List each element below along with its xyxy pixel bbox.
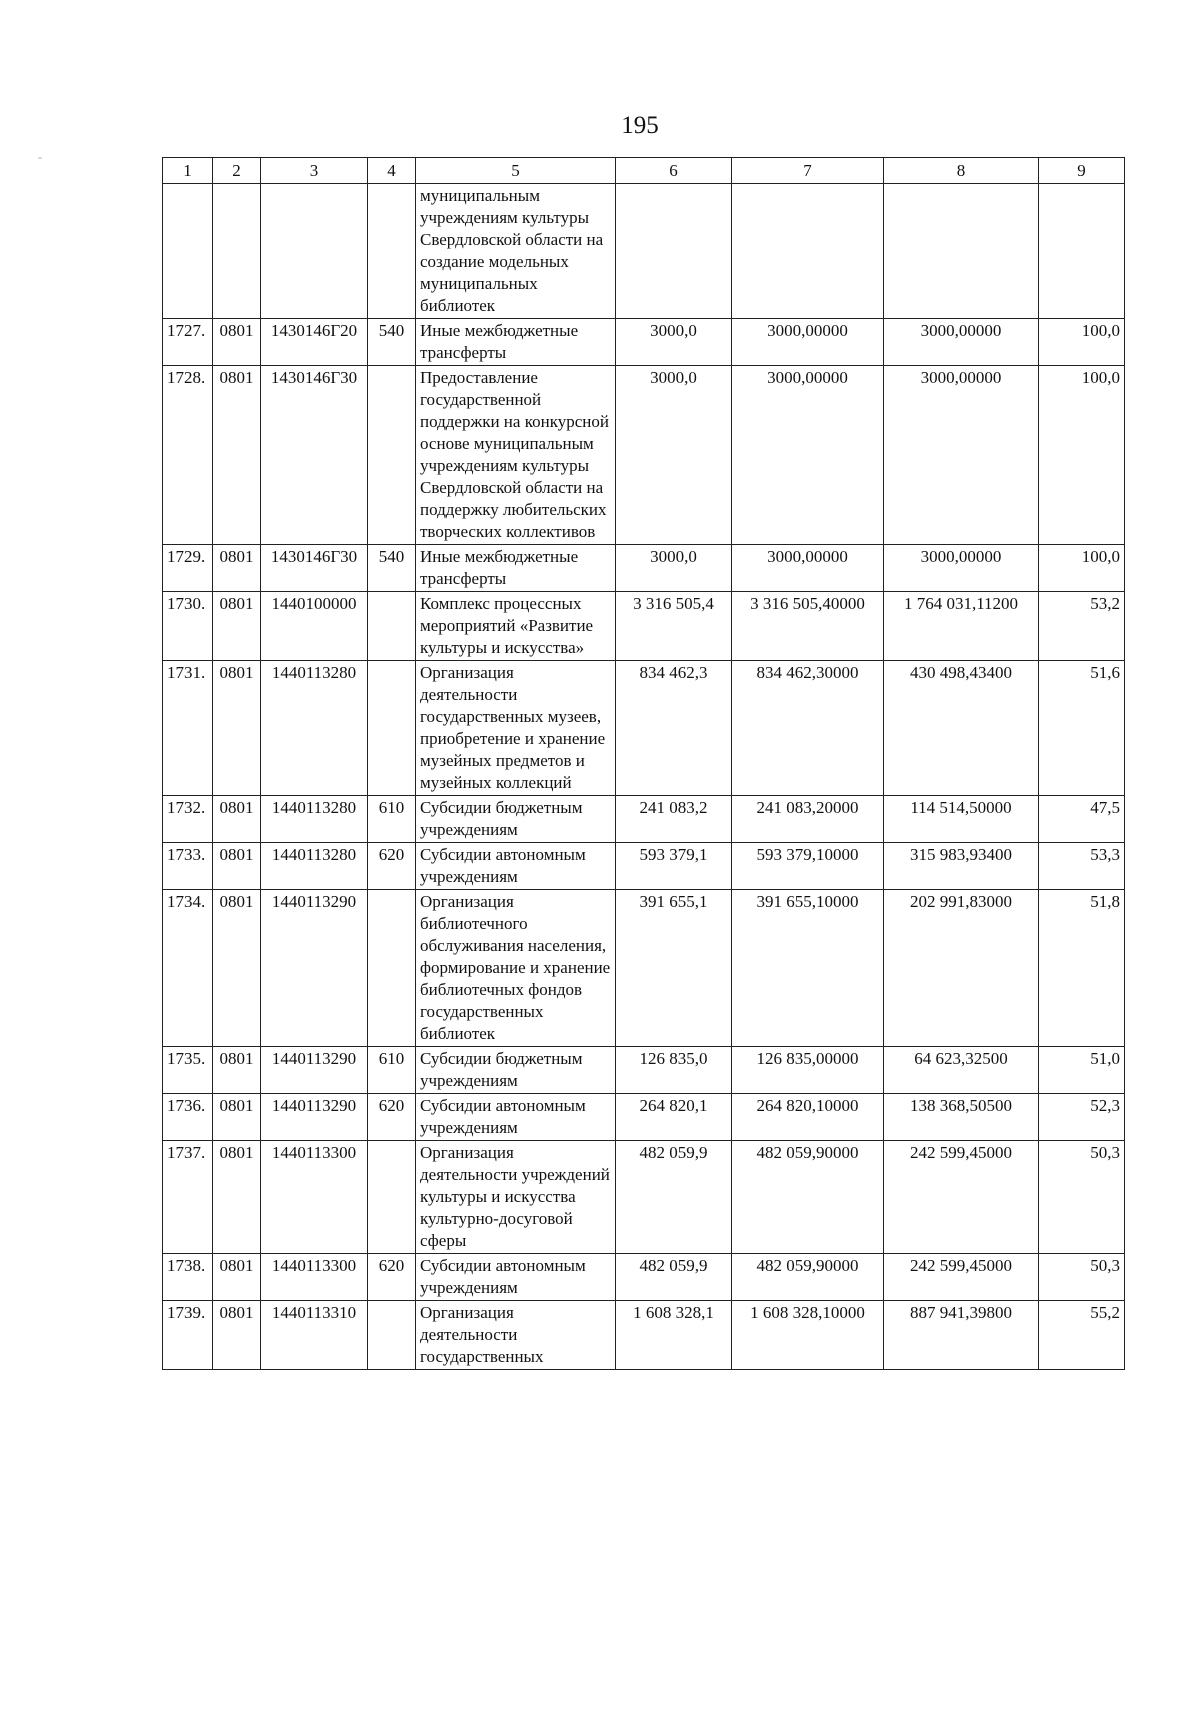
cell-type: 610 [368, 1047, 416, 1094]
cell-type: 540 [368, 319, 416, 366]
cell-target: 1440113310 [261, 1301, 368, 1370]
cell-planned: 593 379,1 [616, 843, 732, 890]
cell-target: 1430146Г20 [261, 319, 368, 366]
cell-section: 0801 [213, 661, 261, 796]
continuation-row [163, 184, 1125, 319]
cell-target: 1440113280 [261, 796, 368, 843]
cell-target: 1430146Г30 [261, 545, 368, 592]
cell-target: 1440113300 [261, 1254, 368, 1301]
cell-executed [884, 184, 1039, 319]
cell-name: муниципальным учреждениям культуры Свердловской области на создание модельных муниципальных библиотек [416, 184, 616, 319]
cell-percent: 53,3 [1039, 843, 1125, 890]
cell-number: 1735. [163, 1047, 213, 1094]
cell-type: 620 [368, 1254, 416, 1301]
cell-planned: 3000,0 [616, 366, 732, 545]
cell-type: 540 [368, 545, 416, 592]
cell-name: Иные межбюджетные трансферты [416, 545, 616, 592]
cell-planned: 1 608 328,1 [616, 1301, 732, 1370]
cell-refined: 3000,00000 [732, 545, 884, 592]
scan-mark: - [38, 150, 42, 164]
cell-target: 1440113290 [261, 890, 368, 1047]
cell-executed: 3000,00000 [884, 545, 1039, 592]
cell-refined: 126 835,00000 [732, 1047, 884, 1094]
cell-target [261, 184, 368, 319]
cell-number: 1737. [163, 1141, 213, 1254]
cell-type: 620 [368, 843, 416, 890]
cell-section: 0801 [213, 1301, 261, 1370]
cell-executed: 242 599,45000 [884, 1254, 1039, 1301]
cell-percent: 100,0 [1039, 545, 1125, 592]
cell-percent: 52,3 [1039, 1094, 1125, 1141]
column-header: 9 [1039, 158, 1125, 184]
cell-refined: 264 820,10000 [732, 1094, 884, 1141]
cell-percent: 55,2 [1039, 1301, 1125, 1370]
table-row [163, 890, 1125, 1047]
cell-type [368, 661, 416, 796]
cell-percent: 100,0 [1039, 366, 1125, 545]
cell-name: Организация деятельности государственных [416, 1301, 616, 1370]
cell-executed: 3000,00000 [884, 366, 1039, 545]
column-header: 7 [732, 158, 884, 184]
table-row [163, 843, 1125, 890]
table-row [163, 319, 1125, 366]
cell-target: 1440113280 [261, 843, 368, 890]
cell-number: 1736. [163, 1094, 213, 1141]
cell-number: 1728. [163, 366, 213, 545]
table-row [163, 545, 1125, 592]
cell-name: Субсидии автономным учреждениям [416, 1254, 616, 1301]
cell-percent: 50,3 [1039, 1141, 1125, 1254]
cell-executed: 887 941,39800 [884, 1301, 1039, 1370]
table-row [163, 1254, 1125, 1301]
cell-name: Субсидии автономным учреждениям [416, 843, 616, 890]
cell-type [368, 890, 416, 1047]
cell-section: 0801 [213, 592, 261, 661]
column-header: 5 [416, 158, 616, 184]
column-header: 1 [163, 158, 213, 184]
cell-target: 1440100000 [261, 592, 368, 661]
cell-section [213, 184, 261, 319]
cell-refined: 391 655,10000 [732, 890, 884, 1047]
cell-name: Организация деятельности государственных музеев, приобретение и хранение музейных предметов и музейных коллекций [416, 661, 616, 796]
cell-type [368, 184, 416, 319]
column-header: 2 [213, 158, 261, 184]
cell-number [163, 184, 213, 319]
cell-refined: 3000,00000 [732, 366, 884, 545]
cell-planned: 482 059,9 [616, 1254, 732, 1301]
cell-number: 1738. [163, 1254, 213, 1301]
cell-planned: 241 083,2 [616, 796, 732, 843]
cell-percent: 51,8 [1039, 890, 1125, 1047]
cell-section: 0801 [213, 890, 261, 1047]
cell-number: 1731. [163, 661, 213, 796]
table-row [163, 1047, 1125, 1094]
cell-section: 0801 [213, 319, 261, 366]
cell-target: 1440113290 [261, 1047, 368, 1094]
budget-table [162, 157, 1125, 1370]
cell-number: 1727. [163, 319, 213, 366]
column-header: 8 [884, 158, 1039, 184]
cell-executed: 315 983,93400 [884, 843, 1039, 890]
page-number: 195 [621, 112, 659, 139]
cell-percent: 47,5 [1039, 796, 1125, 843]
column-header: 4 [368, 158, 416, 184]
header-row [163, 158, 1125, 184]
cell-refined: 593 379,10000 [732, 843, 884, 890]
table-row [163, 796, 1125, 843]
cell-section: 0801 [213, 1141, 261, 1254]
cell-number: 1732. [163, 796, 213, 843]
cell-type [368, 1301, 416, 1370]
cell-refined: 834 462,30000 [732, 661, 884, 796]
cell-percent [1039, 184, 1125, 319]
cell-name: Предоставление государственной поддержки на конкурсной основе муниципальным учреждениям культуры Свердловской области на поддержку любительских творческих коллективов [416, 366, 616, 545]
cell-refined: 3 316 505,40000 [732, 592, 884, 661]
cell-executed: 202 991,83000 [884, 890, 1039, 1047]
cell-type [368, 592, 416, 661]
cell-type [368, 366, 416, 545]
cell-executed: 114 514,50000 [884, 796, 1039, 843]
cell-planned: 834 462,3 [616, 661, 732, 796]
cell-target: 1440113280 [261, 661, 368, 796]
table-row [163, 1141, 1125, 1254]
cell-section: 0801 [213, 843, 261, 890]
table-row [163, 592, 1125, 661]
cell-name: Субсидии автономным учреждениям [416, 1094, 616, 1141]
cell-name: Иные межбюджетные трансферты [416, 319, 616, 366]
cell-name: Организация библиотечного обслуживания населения, формирование и хранение библиотечных фондов государственных библиотек [416, 890, 616, 1047]
cell-planned [616, 184, 732, 319]
column-header: 6 [616, 158, 732, 184]
cell-number: 1733. [163, 843, 213, 890]
cell-refined: 482 059,90000 [732, 1141, 884, 1254]
cell-type: 610 [368, 796, 416, 843]
cell-planned: 482 059,9 [616, 1141, 732, 1254]
cell-type [368, 1141, 416, 1254]
cell-executed: 3000,00000 [884, 319, 1039, 366]
cell-section: 0801 [213, 366, 261, 545]
cell-target: 1430146Г30 [261, 366, 368, 545]
cell-section: 0801 [213, 1047, 261, 1094]
cell-percent: 51,0 [1039, 1047, 1125, 1094]
cell-section: 0801 [213, 796, 261, 843]
cell-planned: 264 820,1 [616, 1094, 732, 1141]
table-row [163, 661, 1125, 796]
cell-refined: 1 608 328,10000 [732, 1301, 884, 1370]
cell-percent: 100,0 [1039, 319, 1125, 366]
cell-number: 1739. [163, 1301, 213, 1370]
cell-target: 1440113290 [261, 1094, 368, 1141]
cell-planned: 126 835,0 [616, 1047, 732, 1094]
budget-table-container [162, 157, 1124, 1370]
cell-number: 1729. [163, 545, 213, 592]
cell-name: Субсидии бюджетным учреждениям [416, 796, 616, 843]
cell-planned: 3 316 505,4 [616, 592, 732, 661]
cell-number: 1730. [163, 592, 213, 661]
cell-number: 1734. [163, 890, 213, 1047]
cell-executed: 430 498,43400 [884, 661, 1039, 796]
cell-planned: 3000,0 [616, 545, 732, 592]
cell-executed: 64 623,32500 [884, 1047, 1039, 1094]
cell-executed: 1 764 031,11200 [884, 592, 1039, 661]
cell-type: 620 [368, 1094, 416, 1141]
cell-percent: 53,2 [1039, 592, 1125, 661]
cell-section: 0801 [213, 1254, 261, 1301]
cell-planned: 391 655,1 [616, 890, 732, 1047]
cell-executed: 138 368,50500 [884, 1094, 1039, 1141]
cell-name: Субсидии бюджетным учреждениям [416, 1047, 616, 1094]
table-row [163, 366, 1125, 545]
cell-refined: 482 059,90000 [732, 1254, 884, 1301]
cell-percent: 50,3 [1039, 1254, 1125, 1301]
table-row [163, 1094, 1125, 1141]
table-row [163, 1301, 1125, 1370]
cell-planned: 3000,0 [616, 319, 732, 366]
cell-refined: 3000,00000 [732, 319, 884, 366]
column-header: 3 [261, 158, 368, 184]
cell-section: 0801 [213, 1094, 261, 1141]
cell-section: 0801 [213, 545, 261, 592]
cell-refined [732, 184, 884, 319]
cell-target: 1440113300 [261, 1141, 368, 1254]
cell-name: Организация деятельности учреждений культуры и искусства культурно-досуговой сферы [416, 1141, 616, 1254]
cell-name: Комплекс процессных мероприятий «Развитие культуры и искусства» [416, 592, 616, 661]
cell-executed: 242 599,45000 [884, 1141, 1039, 1254]
cell-percent: 51,6 [1039, 661, 1125, 796]
cell-refined: 241 083,20000 [732, 796, 884, 843]
